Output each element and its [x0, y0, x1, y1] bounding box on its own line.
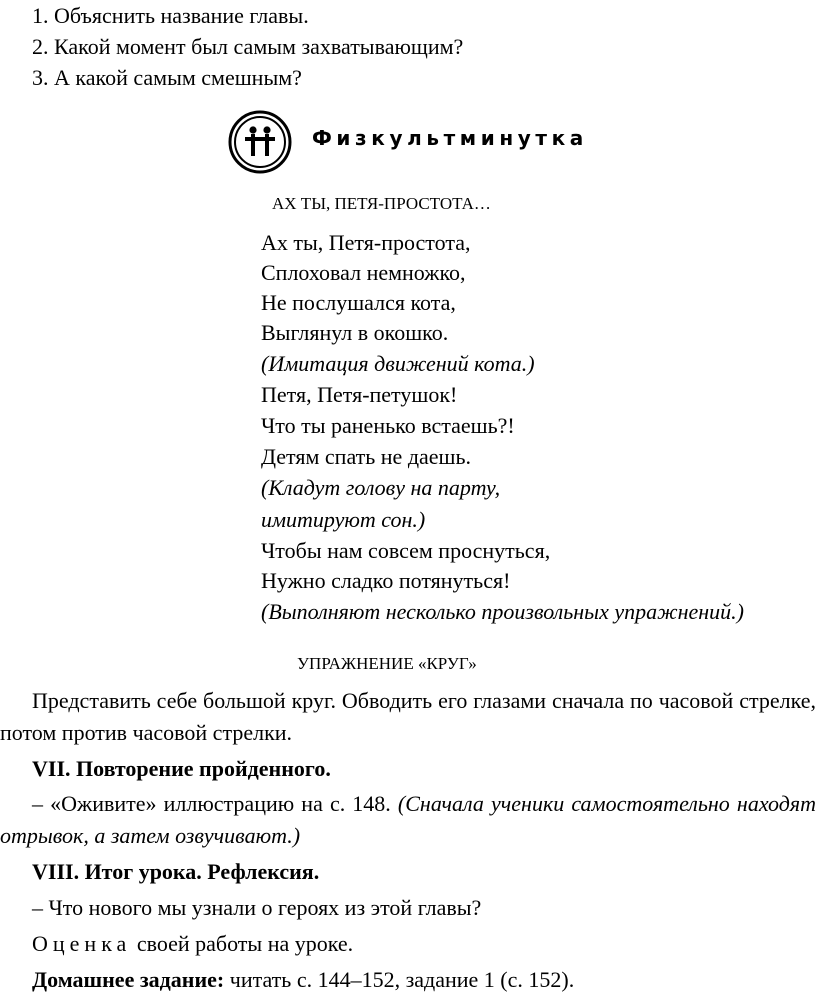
exercise-text: Представить себе большой круг. Обводить его глазами сначала по часовой стрелке, потом против часовой стрелки.	[0, 688, 816, 745]
section-8-heading: VIII. Итог урока. Рефлексия.	[32, 859, 320, 884]
poem-line: Ах ты, Петя-простота,	[261, 230, 471, 255]
question-1: 1. Объяснить название главы.	[32, 3, 309, 28]
poem-line: Что ты раненько встаешь?!	[261, 413, 515, 438]
poem-stage-direction: (Выполняют несколько произвольных упражнений.)	[261, 599, 744, 624]
section-7-heading: VII. Повторение пройденного.	[32, 756, 331, 781]
poem-stage-direction: имитируют сон.)	[261, 507, 426, 532]
poem-line: Выглянул в окошко.	[261, 320, 449, 345]
question-3: 3. А какой самым смешным?	[32, 65, 302, 90]
section-7-text	[0, 788, 816, 852]
section-7-note: (Сначала ученики самостоятельно находят отрывок, а затем озвучивают.)	[0, 791, 816, 848]
poem-line: Сплоховал немножко,	[261, 260, 466, 285]
grade-rest: своей работы на уроке.	[131, 931, 354, 956]
banner-title: Физкультминутка	[312, 126, 588, 150]
poem-line: Петя, Петя-петушок!	[261, 382, 458, 407]
grade-word: Оценка	[32, 931, 132, 956]
poem-stage-direction: (Имитация движений кота.)	[261, 351, 535, 376]
section-8-question: – Что нового мы узнали о героях из этой главы?	[32, 895, 482, 920]
two-figures-emblem-icon	[228, 110, 292, 174]
poem-line: Нужно сладко потянуться!	[261, 568, 511, 593]
poem-title: АХ ТЫ, ПЕТЯ-ПРОСТОТА…	[272, 194, 491, 213]
section-7-task: – «Оживите» иллюстрацию на с. 148.	[32, 791, 398, 816]
exercise-title: УПРАЖНЕНИЕ «КРУГ»	[297, 654, 477, 673]
grade-line	[32, 930, 353, 958]
poem-line: Не послушался кота,	[261, 290, 456, 315]
fizkultminutka-banner	[228, 110, 628, 174]
homework-line	[32, 966, 574, 994]
poem-line: Детям спать не даешь.	[261, 444, 472, 469]
homework-text: читать с. 144–152, задание 1 (с. 152).	[224, 967, 575, 992]
poem-stage-direction: (Кладут голову на парту,	[261, 475, 501, 500]
homework-label: Домашнее задание:	[32, 967, 225, 992]
question-2: 2. Какой момент был самым захватывающим?	[32, 34, 464, 59]
poem-line: Чтобы нам совсем проснуться,	[261, 538, 551, 563]
